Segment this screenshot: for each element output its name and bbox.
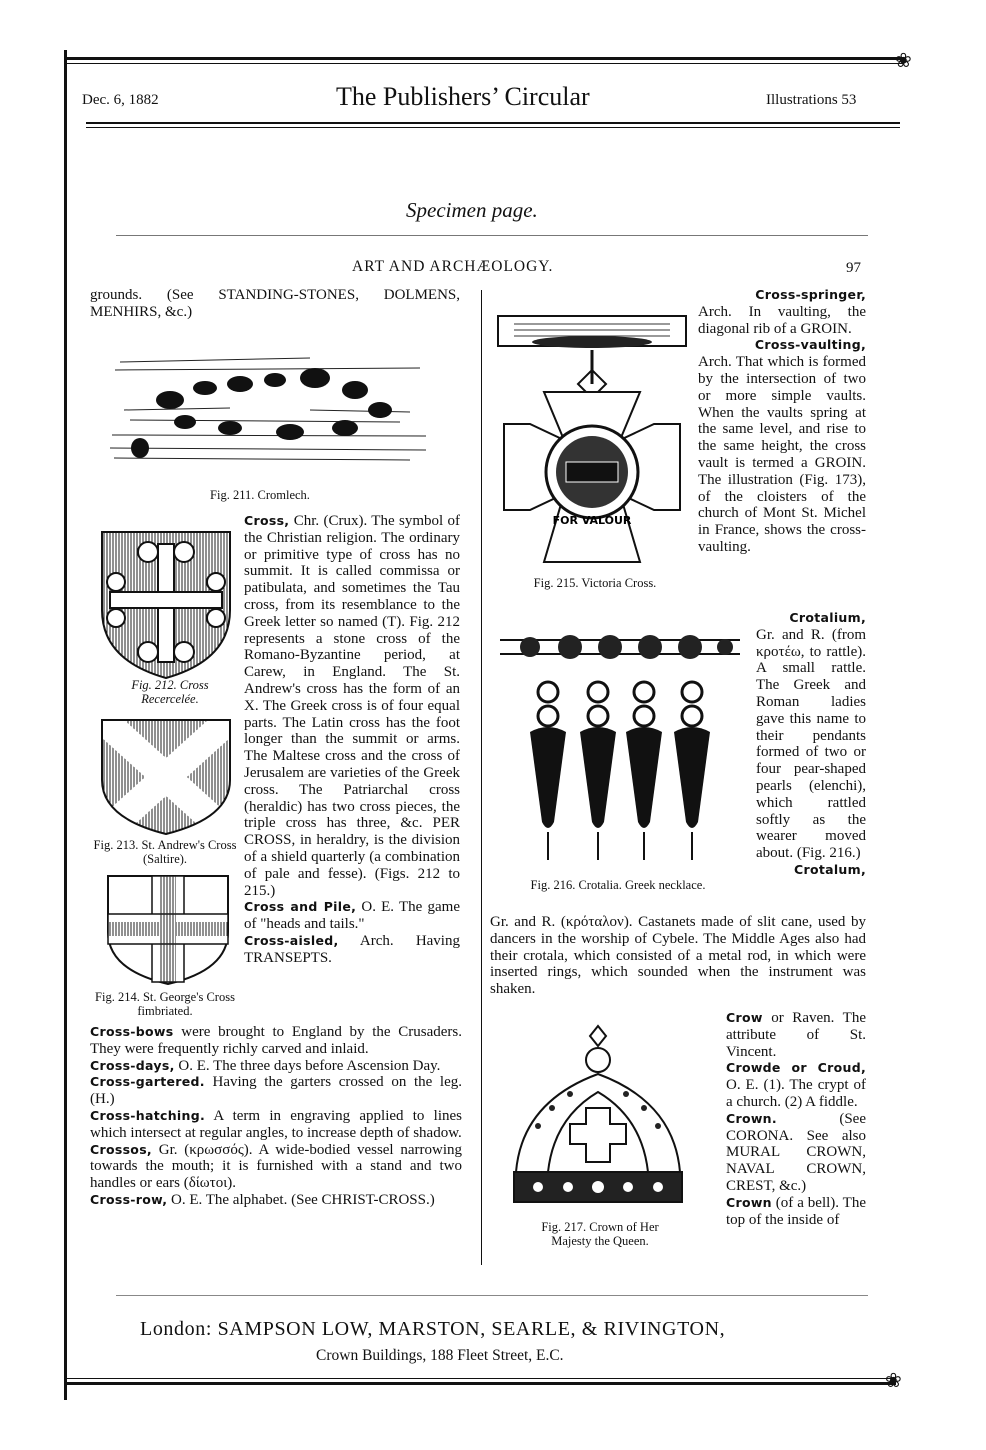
cross-and-pile-text: O. E. The game of "heads and tails." <box>244 899 460 933</box>
cross-vaulting-text: Arch. That which is formed by the intersection of two or more simple vaults. When the vaults spring at the same level, and rise to the same height, the cross vault is termed a GROIN. The illustration (Fig. 173), of the cloisters of the church of Mont St. Michel in France, shows the cross-vaulting. <box>698 354 866 555</box>
crown-bell-text: (of a bell). The top of the inside of <box>726 1194 866 1228</box>
top-border-rule <box>66 57 904 60</box>
crotalum-entry <box>490 914 866 998</box>
cross-and-pile-headword: Cross and Pile, <box>244 899 357 915</box>
crown-text: (See CORONA. See also MURAL CROWN, NAVAL CROWN, CREST, &c.) <box>726 1110 866 1194</box>
header-date: Dec. 6, 1882 <box>82 92 159 108</box>
crotalium-headword: Crotalium, <box>789 610 866 625</box>
header-rule-thick <box>86 122 900 124</box>
intro-text: grounds. (See STANDING-STONES, DOLMENS, MENHIRS, &c.) <box>90 287 460 320</box>
cross-hatching-text: A term in engraving applied to lines which intersect at regular angles, to increase depth of shadow. <box>90 1107 462 1141</box>
fig215-caption: Fig. 215. Victoria Cross. <box>533 576 657 590</box>
cross-days-headword: Cross-days, <box>90 1057 175 1073</box>
fig213-caption: Fig. 213. St. Andrew's Cross (Saltire). <box>93 838 237 866</box>
column-divider <box>481 290 482 1265</box>
top-border-rule-thin <box>66 63 904 64</box>
cross-row-headword: Cross-row, <box>90 1191 168 1207</box>
fig215-victoria-cross-illustration <box>494 300 690 576</box>
crown-bell-headword: Crown <box>726 1194 772 1210</box>
crotalum-text: Gr. and R. (κρόταλον). Castanets made of slit cane, used by dancers in the worship of Cybele. The Middle Ages also had their crotala, which consisted of a metal rod, in which were inserted rings, which sounded when the instrument was shaken. <box>490 914 866 998</box>
cross-entry <box>244 513 460 967</box>
left-border-rule <box>64 50 67 1400</box>
crow-headword: Crow <box>726 1010 763 1025</box>
cross-gartered-headword: Cross-gartered. <box>90 1074 205 1090</box>
cross-aisled-text: Arch. Having TRANSEPTS. <box>244 932 460 966</box>
bottom-border-rule <box>66 1382 896 1385</box>
fig214-st-george-shield <box>106 874 230 986</box>
page-heading: ART AND ARCHÆOLOGY. <box>352 258 554 275</box>
specimen-rule <box>116 235 868 236</box>
crowde-headword: Crowde or Croud, <box>726 1060 866 1076</box>
cross-bows-headword: Cross-bows <box>90 1024 174 1039</box>
footer-publisher: London: SAMPSON LOW, MARSTON, SEARLE, & RIVINGTON, <box>140 1318 726 1340</box>
cross-gartered-text: Having the garters crossed on the leg. (H.) <box>90 1074 462 1108</box>
bottom-border-rule-thin <box>66 1378 896 1379</box>
medal-motto: FOR VALOUR <box>552 514 632 527</box>
footer-address: Crown Buildings, 188 Fleet Street, E.C. <box>316 1347 564 1364</box>
cross-hatching-headword: Cross-hatching. <box>90 1107 205 1123</box>
fig217-crown-illustration <box>508 1022 688 1220</box>
corner-ornament-bottom: ❀ <box>885 1368 902 1392</box>
header-rule-thin <box>86 127 900 128</box>
fig211-caption: Fig. 211. Cromlech. <box>210 488 310 502</box>
fig212-cross-recercelee-shield <box>100 530 232 680</box>
cross-aisled-headword: Cross-aisled, <box>244 932 339 948</box>
cross-springer-text: Arch. In vaulting, the diagonal rib of a GROIN. <box>698 303 866 337</box>
crown-headword: Crown. <box>726 1110 777 1126</box>
cross-text: Chr. (Crux). The symbol of the Christian religion. The ordinary or primitive type of cross has no summit. It is called commissa or patibulata, and sometimes the Tau cross, from its resemblance to the Greek letter so named (T). Fig. 212 represents a stone cross of the Romano-Byzantine period, at Carew, in England. The St. Andrew's cross has the form of an X. The Greek cross is of four equal parts. The Latin cross has the foot longer than the summit or arms. The Maltese cross and the cross of Jerusalem are varieties of the Greek cross. The Patriarchal cross (heraldic) has two cross pieces, the triple cross has three, &c. PER CROSS, in heraldry, is the division of a shield quarterly (a combination of pale and fesse). (Figs. 212 to 215.) <box>244 513 460 899</box>
fig212-caption: Fig. 212. Cross Recercelée. <box>131 678 209 706</box>
cross-days-text: O. E. The three days before Ascension Day. <box>178 1057 441 1074</box>
fig214-caption: Fig. 214. St. George's Cross fimbriated. <box>95 990 235 1018</box>
fig217-caption: Fig. 217. Crown of Her Majesty the Queen. <box>541 1220 659 1248</box>
cross-bows-text: were brought to England by the Crusaders. They were frequently richly carved and inlaid. <box>90 1024 463 1057</box>
cross-row-text: O. E. The alphabet. (See CHRIST-CROSS.) <box>171 1191 435 1208</box>
left-lower-entries <box>90 1024 462 1209</box>
crown-entries <box>726 1010 866 1228</box>
header-title: The Publishers’ Circular <box>336 82 590 111</box>
crow-text: or Raven. The attribute of St. Vincent. <box>726 1010 866 1060</box>
right-top-entries <box>698 287 866 556</box>
cross-vaulting-headword: Cross-vaulting, <box>754 337 866 353</box>
cross-headword: Cross, <box>244 513 290 528</box>
page-number: 97 <box>846 260 861 276</box>
header-section: Illustrations 53 <box>766 92 857 108</box>
specimen-label: Specimen page. <box>406 198 538 222</box>
fig211-cromlech-illustration <box>110 340 428 468</box>
corner-ornament-top: ❀ <box>895 48 912 72</box>
fig213-saltire-shield <box>100 718 232 836</box>
crotalium-entry <box>756 610 866 879</box>
crotalium-text: Gr. and R. (from κροτέω, to rattle). A small rattle. The Greek and Roman ladies gave this name to their pendants formed of two or four pear-shaped pearls (elenchi), which rattled softly as the wearer moved about. (Fig. 216.) <box>756 626 866 862</box>
intro-paragraph <box>90 287 460 321</box>
crotalum-headword: Crotalum, <box>794 861 866 877</box>
crossos-headword: Crossos, <box>90 1141 152 1157</box>
crowde-text: O. E. (1). The crypt of a church. (2) A fiddle. <box>726 1077 866 1110</box>
crossos-text: Gr. (κρωσσός). A wide-bodied vessel narrowing towards the mouth; it is furnished with a stand and two handles or ears (δίωτοι). <box>90 1141 463 1192</box>
cross-springer-headword: Cross-springer, <box>755 287 866 302</box>
footer-top-rule <box>116 1295 868 1296</box>
fig216-caption: Fig. 216. Crotalia. Greek necklace. <box>530 878 706 892</box>
fig216-crotalia-necklace <box>500 622 740 872</box>
